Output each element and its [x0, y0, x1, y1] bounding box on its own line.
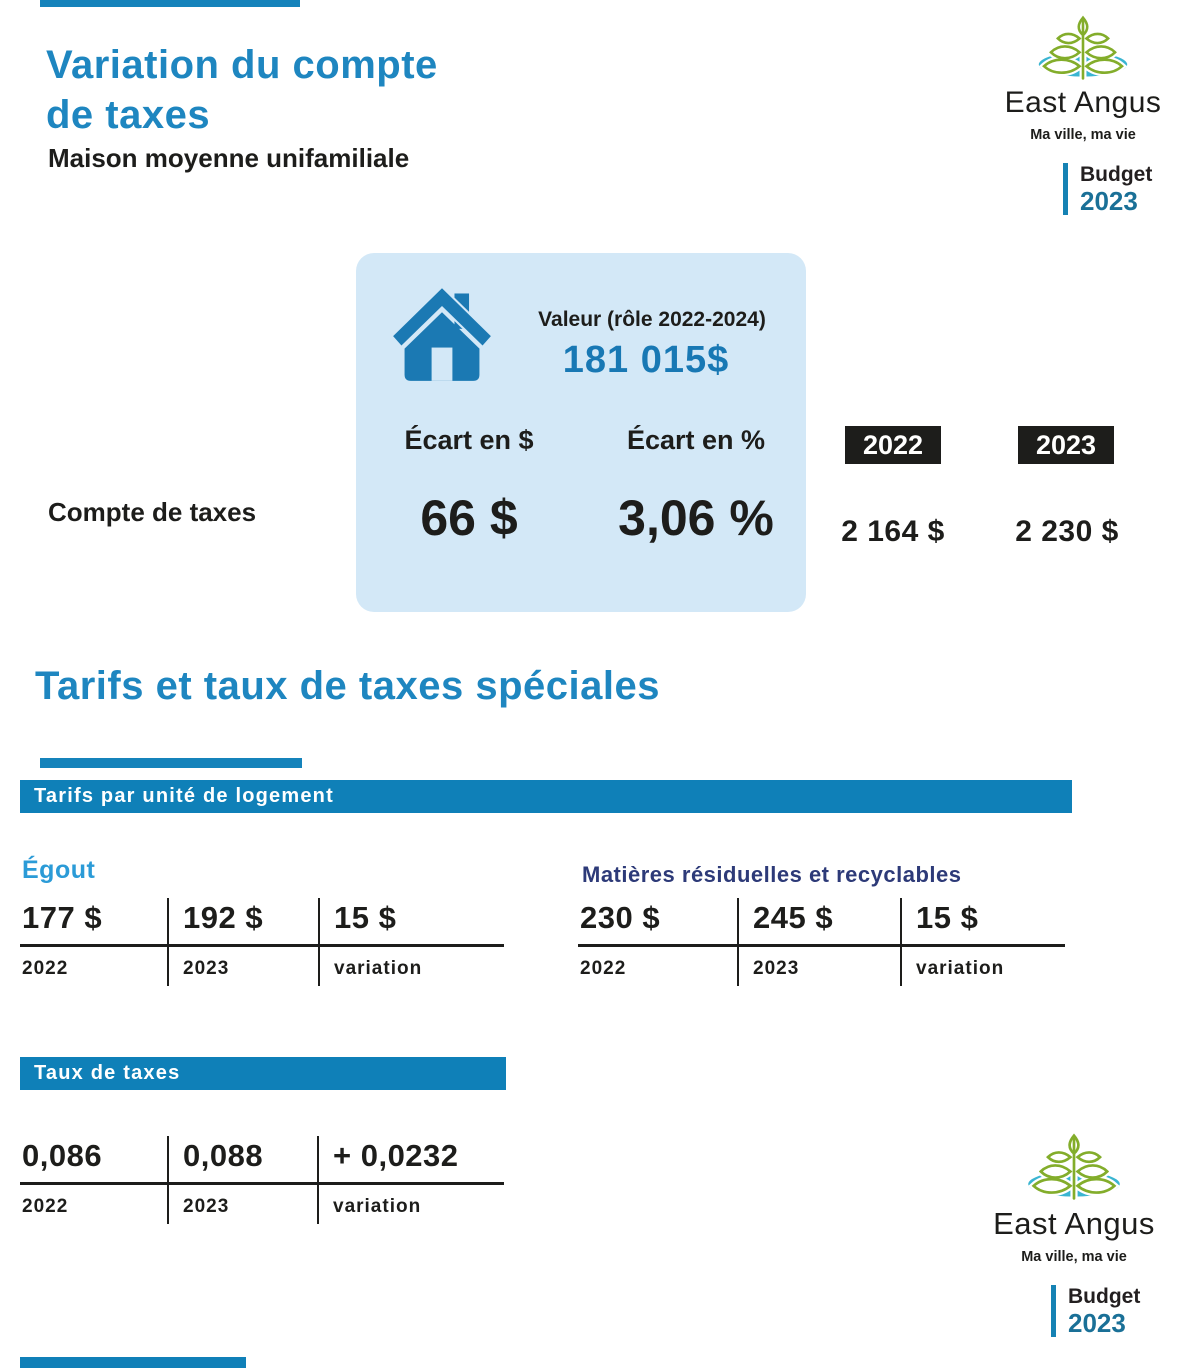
table-label: 2022	[22, 1196, 69, 1217]
table-rule	[20, 1182, 504, 1185]
table-column	[580, 898, 737, 986]
bottom-accent-bar	[20, 1357, 246, 1368]
table-value: 0,086	[22, 1138, 103, 1173]
section-title: Tarifs et taux de taxes spéciales	[35, 664, 660, 708]
ecart-dollar-header: Écart en $	[404, 425, 534, 455]
table-label: variation	[333, 1196, 422, 1217]
egout-table	[22, 898, 504, 986]
budget-label: Budget	[1068, 1285, 1141, 1308]
east-angus-tree-icon	[1020, 1132, 1128, 1202]
table-column	[22, 898, 167, 986]
table-value: 0,088	[183, 1138, 264, 1173]
banner-taux-de-taxes: Taux de taxes	[20, 1057, 506, 1090]
year-chip-2023: 2023	[1018, 426, 1114, 464]
matieres-title: Matières résiduelles et recyclables	[582, 862, 962, 887]
budget-year: 2023	[1068, 1308, 1126, 1338]
east-angus-logo-top	[1004, 14, 1162, 216]
table-column	[317, 1136, 504, 1224]
table-column	[22, 1136, 167, 1224]
budget-accent-bar	[1063, 163, 1068, 215]
egout-title: Égout	[22, 856, 96, 884]
section-accent-bar	[40, 758, 302, 768]
compte-de-taxes-label: Compte de taxes	[48, 497, 257, 527]
table-column	[167, 898, 318, 986]
logo-name: East Angus	[1004, 86, 1162, 119]
table-label: variation	[916, 958, 1005, 979]
budget-block	[1051, 1285, 1140, 1337]
table-column	[737, 898, 900, 986]
table-value: 230 $	[580, 900, 661, 935]
page-title	[46, 40, 438, 140]
table-label: 2022	[22, 958, 69, 979]
ecart-percent-value: 3,06 %	[618, 490, 774, 546]
ecart-percent-header: Écart en %	[626, 425, 766, 455]
table-rule	[20, 944, 504, 947]
table-label: 2023	[183, 958, 230, 979]
logo-tagline: Ma ville, ma vie	[1021, 1249, 1127, 1265]
budget-block	[1063, 163, 1152, 215]
page-subtitle: Maison moyenne unifamiliale	[48, 143, 410, 173]
table-label: 2022	[580, 958, 627, 979]
valeur-role-label: Valeur (rôle 2022-2024)	[538, 308, 766, 331]
banner-tarifs-par-unite: Tarifs par unité de logement	[20, 780, 1072, 813]
house-icon	[386, 281, 498, 385]
table-label: 2023	[183, 1196, 230, 1217]
table-label: variation	[334, 958, 423, 979]
matieres-table	[580, 898, 1065, 986]
page-title-line2: de taxes	[46, 93, 211, 137]
table-value: 245 $	[753, 900, 834, 935]
table-value: 15 $	[916, 900, 979, 935]
taux-table	[22, 1136, 504, 1224]
budget-accent-bar	[1051, 1285, 1056, 1337]
budget-year: 2023	[1080, 186, 1138, 216]
page-title-line1: Variation du compte	[46, 43, 438, 87]
table-label: 2023	[753, 958, 800, 979]
table-value: 192 $	[183, 900, 264, 935]
budget-label: Budget	[1080, 163, 1153, 186]
table-value: 177 $	[22, 900, 103, 935]
compte-value-2022: 2 164 $	[841, 515, 945, 548]
table-rule	[578, 944, 1065, 947]
year-chip-2022: 2022	[845, 426, 941, 464]
table-column	[318, 898, 504, 986]
east-angus-tree-icon	[1031, 14, 1135, 82]
value-card	[356, 253, 806, 612]
top-accent-bar	[40, 0, 300, 7]
east-angus-logo-bottom	[993, 1132, 1155, 1338]
table-value: 15 $	[334, 900, 397, 935]
valeur-amount: 181 015$	[562, 339, 730, 381]
table-value: + 0,0232	[333, 1138, 459, 1173]
table-column	[167, 1136, 317, 1224]
table-column	[900, 898, 1065, 986]
logo-name: East Angus	[993, 1206, 1155, 1241]
compte-value-2023: 2 230 $	[1015, 515, 1119, 548]
ecart-dollar-value: 66 $	[420, 490, 518, 546]
logo-tagline: Ma ville, ma vie	[1030, 127, 1136, 143]
